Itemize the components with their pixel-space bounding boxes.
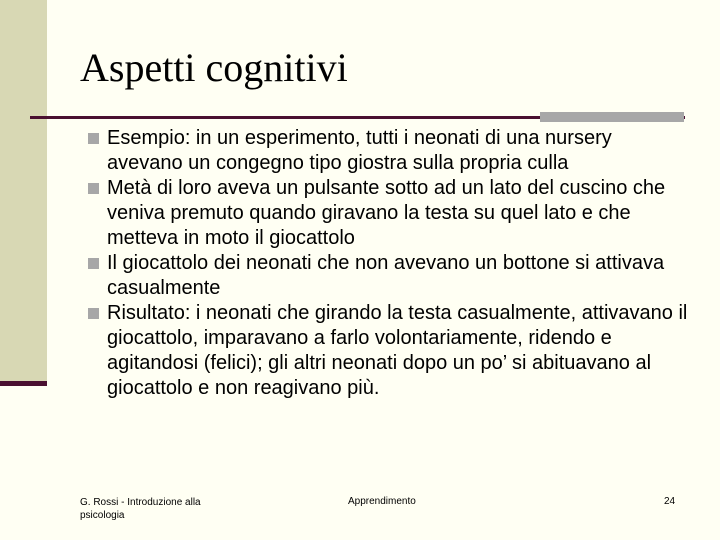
bullet-item xyxy=(88,251,688,301)
bullet-text: Esempio: in un esperimento, tutti i neonati di una nursery avevano un congegno tipo giostra sulla propria culla xyxy=(107,127,612,174)
bullet-text: Metà di loro aveva un pulsante sotto ad un lato del cuscino che veniva premuto quando giravano la testa su quel lato e che metteva in moto il giocattolo xyxy=(107,177,666,249)
square-bullet-icon xyxy=(88,258,99,269)
bullet-list xyxy=(88,126,688,401)
bullet-item xyxy=(88,176,688,251)
footer-topic: Apprendimento xyxy=(348,496,416,507)
square-bullet-icon xyxy=(88,308,99,319)
bullet-item xyxy=(88,126,688,176)
square-bullet-icon xyxy=(88,133,99,144)
page-number: 24 xyxy=(664,496,676,507)
bullet-item xyxy=(88,301,688,401)
bullet-text: Risultato: i neonati che girando la testa casualmente, attivavano il giocattolo, imparavano a farlo volontariamente, ridendo e agitandosi (felici); gli altri neonati dopo un po’ si abituavano al giocattolo e non reagivano più. xyxy=(107,302,688,399)
bullet-text: Il giocattolo dei neonati che non avevano un bottone si attivava casualmente xyxy=(107,252,665,299)
side-bar-decoration xyxy=(0,0,47,384)
footer-author: G. Rossi - Introduzione alla psicologia xyxy=(80,497,201,521)
side-bar-accent-line xyxy=(0,381,47,386)
slide-title: Aspetti cognitivi xyxy=(80,45,348,90)
square-bullet-icon xyxy=(88,183,99,194)
title-underline-accent xyxy=(540,112,684,122)
